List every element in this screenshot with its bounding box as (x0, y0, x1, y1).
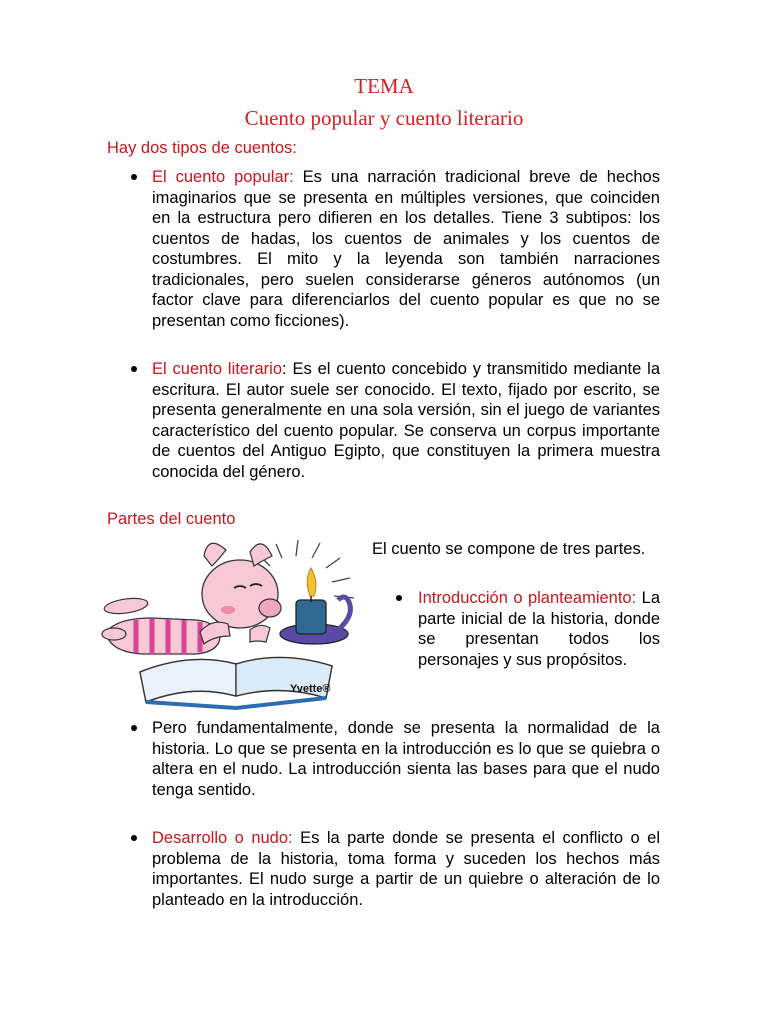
bullet-dot (131, 835, 137, 841)
parts-heading: Partes del cuento (107, 510, 236, 528)
bullet-dot (396, 595, 402, 601)
page-subtitle: Cuento popular y cuento literario (244, 106, 524, 130)
paragraph-normalidad: Pero fundamentalmente, donde se presenta la normalidad de la historia. Lo que se presenta en la introducción es lo que se quiebra o altera en el nudo. La introducción sienta las bases para que el nudo tenga sentido. (152, 719, 660, 799)
bullet-dot (131, 174, 137, 180)
bullet-cuento-popular (152, 167, 660, 331)
bullet-dot (131, 366, 137, 372)
parts-intro: El cuento se compone de tres partes. (372, 540, 646, 558)
desc-desarrollo: Es la parte donde se presenta el conflicto o el problema de la historia, toma forma y suceden los hechos más importantes. El nudo surge a partir de un quiebre o alteración de lo planteado en la introducción. (152, 829, 661, 909)
page-title: TEMA (354, 74, 414, 98)
bullet-cuento-literario (152, 359, 660, 482)
term-cuento-popular: El cuento popular: (152, 168, 294, 186)
term-introduccion: Introducción o planteamiento: (418, 589, 637, 607)
svg-text:Yvette®: Yvette® (290, 683, 331, 695)
desc-cuento-popular: Es una narración tradicional breve de hechos imaginarios que se presenta en múltiples versiones, que coinciden en la estructura pero difieren en los detalles. Tiene 3 subtipos: los cuentos de hadas, los cuentos de animales y los cuentos de costumbres. El mito y la leyenda son también narraciones tradicionales, pero suelen considerarse géneros autónomos (un factor clave para diferenciarlos del cuento popular es que no se presentan como ficciones). (152, 168, 660, 330)
desc-introduccion: La parte inicial de la historia, donde se presentan todos los personajes y sus propósitos. (418, 589, 660, 669)
bullet-desarrollo (152, 828, 660, 910)
desc-cuento-literario: : Es el cuento concebido y transmitido mediante la escritura. El autor suele ser conocido. El texto, fijado por escrito, se presenta generalmente en una sola versión, sin el juego de variantes característico del cuento popular. Se conserva un corpus importante de cuentos del Antiguo Egipto, que constituyen la primera muestra conocida del género. (152, 360, 660, 481)
bullet-dot (131, 725, 137, 731)
term-cuento-literario: El cuento literario (152, 360, 283, 378)
bullet-introduccion (418, 588, 660, 670)
types-heading: Hay dos tipos de cuentos: (107, 139, 297, 157)
term-desarrollo: Desarrollo o nudo: (152, 829, 293, 847)
piglet-reading-illustration (100, 534, 368, 714)
